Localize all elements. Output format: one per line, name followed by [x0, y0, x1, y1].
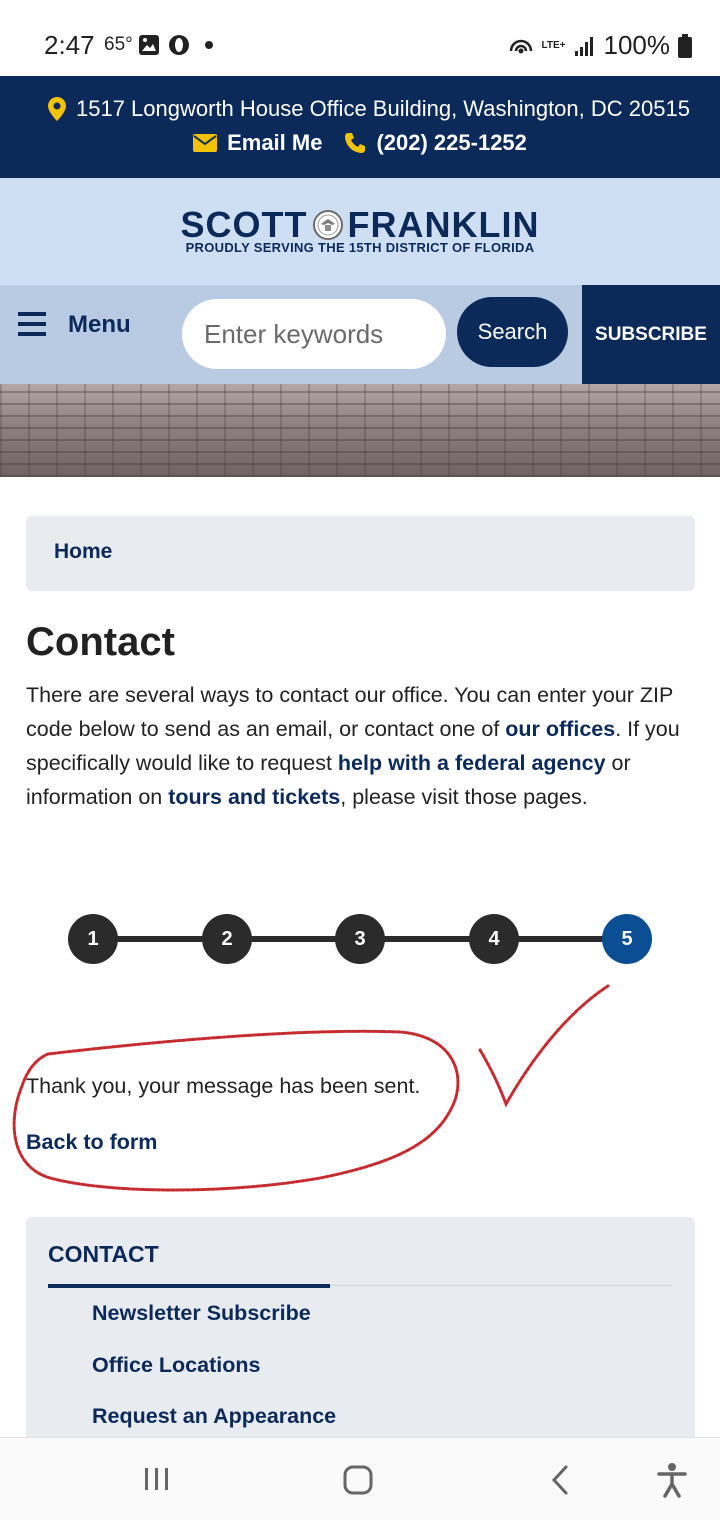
- navigation-bar: [0, 285, 720, 384]
- our-offices-link[interactable]: our offices: [505, 717, 616, 741]
- sidebar-title: CONTACT: [48, 1241, 159, 1267]
- step-4: 4: [469, 914, 519, 964]
- logo-last-name: FRANKLIN: [347, 204, 540, 245]
- hero-image: [0, 384, 720, 477]
- hotspot-icon: [508, 35, 534, 57]
- envelope-icon: [193, 134, 217, 152]
- site-header: [0, 178, 720, 285]
- status-temperature: 65°: [104, 34, 133, 55]
- top-info-bar: [0, 76, 720, 178]
- battery-icon: [678, 34, 692, 58]
- intro-text-1: There are several ways to contact our office. You can enter your ZIP code below to send as an email, or contact one of: [26, 683, 673, 741]
- hamburger-icon: [18, 312, 46, 338]
- phone-number: (202) 225-1252: [376, 130, 527, 155]
- confirmation-message: Thank you, your message has been sent.: [26, 1074, 421, 1098]
- step-5-current: 5: [602, 914, 652, 964]
- contact-sidebar: [26, 1217, 695, 1457]
- form-stepper: [68, 914, 652, 964]
- network-type: LTE+: [541, 39, 566, 51]
- gallery-icon: [138, 34, 160, 56]
- search-button[interactable]: Search: [457, 297, 568, 367]
- map-pin-icon: [48, 97, 66, 121]
- tours-tickets-link[interactable]: tours and tickets: [168, 785, 341, 809]
- recent-apps-icon[interactable]: [142, 1464, 172, 1494]
- status-bar: [0, 0, 720, 76]
- search-input[interactable]: [182, 299, 446, 369]
- federal-agency-link[interactable]: help with a federal agency: [337, 751, 606, 775]
- page-title: Contact: [26, 620, 175, 664]
- sidebar-link-appearance[interactable]: Request an Appearance: [92, 1404, 337, 1428]
- intro-text-3: or information on: [26, 751, 631, 809]
- intro-paragraph: [26, 678, 702, 814]
- logo-first-name: SCOTT: [180, 204, 308, 245]
- address-text: 1517 Longworth House Office Building, Washington, DC 20515: [76, 96, 690, 121]
- sidebar-link-offices[interactable]: Office Locations: [92, 1353, 261, 1377]
- system-navigation-bar: [0, 1437, 720, 1520]
- intro-text-2: . If you specifically would like to request: [26, 717, 680, 775]
- step-2: 2: [202, 914, 252, 964]
- phone-icon: [344, 132, 366, 154]
- battery-percent: 100%: [603, 30, 670, 60]
- sidebar-active-underline: [48, 1284, 330, 1288]
- breadcrumb: [26, 516, 695, 591]
- menu-label: Menu: [68, 311, 131, 338]
- status-time: 2:47: [44, 30, 95, 60]
- back-icon[interactable]: [546, 1464, 574, 1496]
- phone-link[interactable]: [344, 130, 526, 156]
- menu-button[interactable]: [18, 311, 131, 339]
- step-1: 1: [68, 914, 118, 964]
- opera-icon: [168, 34, 190, 56]
- back-to-form-link[interactable]: Back to form: [26, 1130, 158, 1154]
- home-icon[interactable]: [342, 1464, 374, 1496]
- accessibility-icon[interactable]: [656, 1462, 688, 1498]
- office-address[interactable]: [48, 96, 700, 122]
- email-me-label: Email Me: [227, 130, 323, 155]
- intro-text-4: , please visit those pages.: [340, 785, 588, 809]
- site-tagline: PROUDLY SERVING THE 15TH DISTRICT OF FLORIDA: [185, 240, 535, 255]
- sidebar-link-newsletter[interactable]: Newsletter Subscribe: [92, 1301, 311, 1325]
- signal-icon: [574, 35, 596, 57]
- breadcrumb-home-link[interactable]: Home: [54, 540, 113, 563]
- congress-seal-icon: [312, 209, 344, 241]
- subscribe-button[interactable]: SUBSCRIBE: [582, 285, 720, 384]
- email-me-link[interactable]: [193, 130, 322, 156]
- notification-dot-icon: [204, 40, 214, 50]
- step-3: 3: [335, 914, 385, 964]
